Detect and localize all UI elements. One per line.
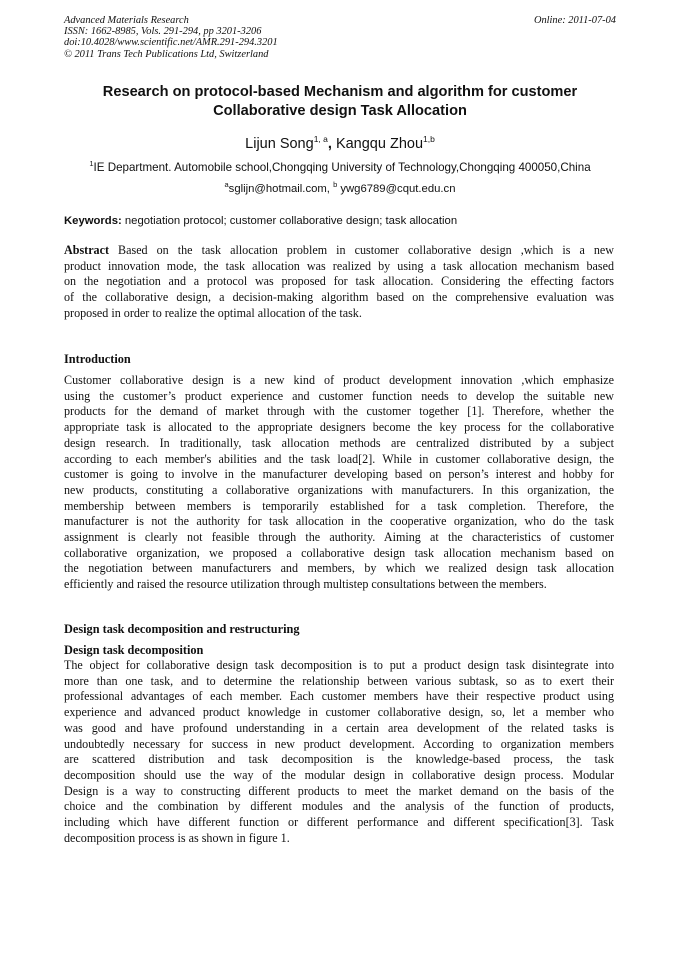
affiliation-marker: 1 [89,159,94,168]
paragraph-line: according to each member's abilities and the task load[2]. While in customer collaborative design, the [64,451,614,466]
paragraph-line: are scattered distribution and task decomposition is the knowledge-based process, the task [64,752,614,767]
keywords-label: Keywords: [64,215,122,227]
subsection-heading-decomposition: Design task decomposition [64,643,204,657]
paragraph-line: The object for collaborative design task decomposition is to put a product design task disintegrate into [64,658,614,672]
keywords-text: negotiation protocol; customer collaborative design; task allocation [121,215,458,227]
paragraph-line: appropriate task is allocated to the appropriate designers become the key process for the collaborative [64,420,614,435]
author-2-affiliation: 1,b [423,134,435,144]
abstract-label: Abstract [64,243,110,257]
paragraph-line: professional advantages of each member. Each customer members have their respective product using [64,689,614,704]
abstract [64,243,614,322]
keywords [64,214,616,228]
author-1: Lijun Song [245,135,314,152]
affiliation-text: IE Department. Automobile school,Chongqing University of Technology,Chongqing 400050,China [93,160,591,174]
title-line-1: Research on protocol-based Mechanism and algorithm for customer [102,84,578,100]
author-2: Kangqu Zhou [335,135,424,152]
abstract-line: on the negotiation and a protocol was proposed for task allocation. Considering the effecting factors [64,274,614,289]
author-emails [64,178,616,196]
paper-title [64,83,616,121]
paragraph-line: undoubtedly necessary for success in new product development. According to organization members [64,736,614,751]
paragraph-line: efficiently and raised the resource utilization through multistep consultations between the members. [64,577,547,592]
title-line-2: Collaborative design Task Allocation [213,103,467,119]
paragraph-line: experience and advanced product knowledge in customer collaborative design, so, let a member who [64,705,614,720]
journal-name: Advanced Materials Research [64,15,189,26]
section-heading-introduction: Introduction [64,352,131,366]
paragraph-line: using the customer’s product experience and customer function needs to develop the suitable new [64,388,614,403]
paragraph-line: new products, constituting a collaborative organizations with manufacturers. In this organization, the [64,482,614,497]
section-heading-decomposition-restructuring: Design task decomposition and restructuring [64,622,300,636]
paragraph-line: including which have different function or different performance and different specification[3]. Task [64,815,614,830]
paragraph-line: manufacturer is not the authority for task allocation in the cooperative organization, who do the task [64,514,614,529]
paragraph-line: customer is going to involve in the manufacturer developing based on person’s interest and hobby for [64,467,614,482]
author-separator: , [327,135,336,152]
paragraph-line: was good and have profound understanding in a certain area development of the related tasks is [64,720,614,735]
paragraph-line: the negotiation between manufacturers and members, by which we realized design task allocation [64,561,614,576]
paragraph-line: decomposition should use the way of the modular design in collaborative design process. Modular [64,767,614,782]
paragraph-line: decomposition process is as shown in figure 1. [64,830,290,845]
paragraph-line: choice and the combination by different modules and the analysis of the function of products, [64,799,614,814]
paragraph-line: design research. In traditionally, task allocation methods are centralized distributed by a subject [64,435,614,450]
affiliation [64,157,616,175]
email-a-marker: a [224,180,229,189]
paragraph-line: Design is a way to constructing different products to meet the market demand on the basis of the [64,783,614,798]
paragraph-line: more than one task, and to determine the relationship between various subtask, so as to exert their [64,673,614,688]
paragraph-line: collaborative organization, we proposed a collaborative design task allocation mechanism based on [64,545,614,560]
author-list [64,130,616,153]
online-date: Online: 2011-07-04 [533,15,616,26]
abstract-line: Abstract Based on the task allocation problem in customer collaborative design ,which is a new [64,243,614,257]
email-b: ywg6789@cqut.edu.cn [337,182,456,195]
paragraph-line: products for the demand of market through with the customer together [1]. Therefore, whether the [64,404,614,419]
journal-copyright: © 2011 Trans Tech Publications Ltd, Switzerland [64,48,269,60]
email-a: sglijn@hotmail.com, [228,182,334,195]
abstract-line: of the collaborative design, a decision-making algorithm based on the comprehensive evaluation was [64,290,614,305]
email-b-marker: b [333,180,338,189]
abstract-line: product innovation mode, the task allocation was realized by using a task allocation mechanism based [64,258,614,273]
abstract-line: proposed in order to realize the optimal allocation of the task. [64,305,362,320]
journal-doi: doi:10.4028/www.scientific.net/AMR.291-294.3201 [64,37,278,49]
journal-header [64,15,616,60]
journal-issn: ISSN: 1662-8985, Vols. 291-294, pp 3201-3206 [64,26,262,38]
paragraph-line: membership between members is temporarily established for a task completion. Therefore, the [64,498,614,513]
paragraph-line: assignment is clearly not feasible through the authority. Aiming at the characteristics of customer [64,530,614,545]
author-1-affiliation: 1, a [313,134,328,144]
decomposition-paragraph [64,658,614,846]
paragraph-line: Customer collaborative design is a new kind of product development innovation ,which emphasize [64,373,614,387]
introduction-paragraph [64,373,614,593]
